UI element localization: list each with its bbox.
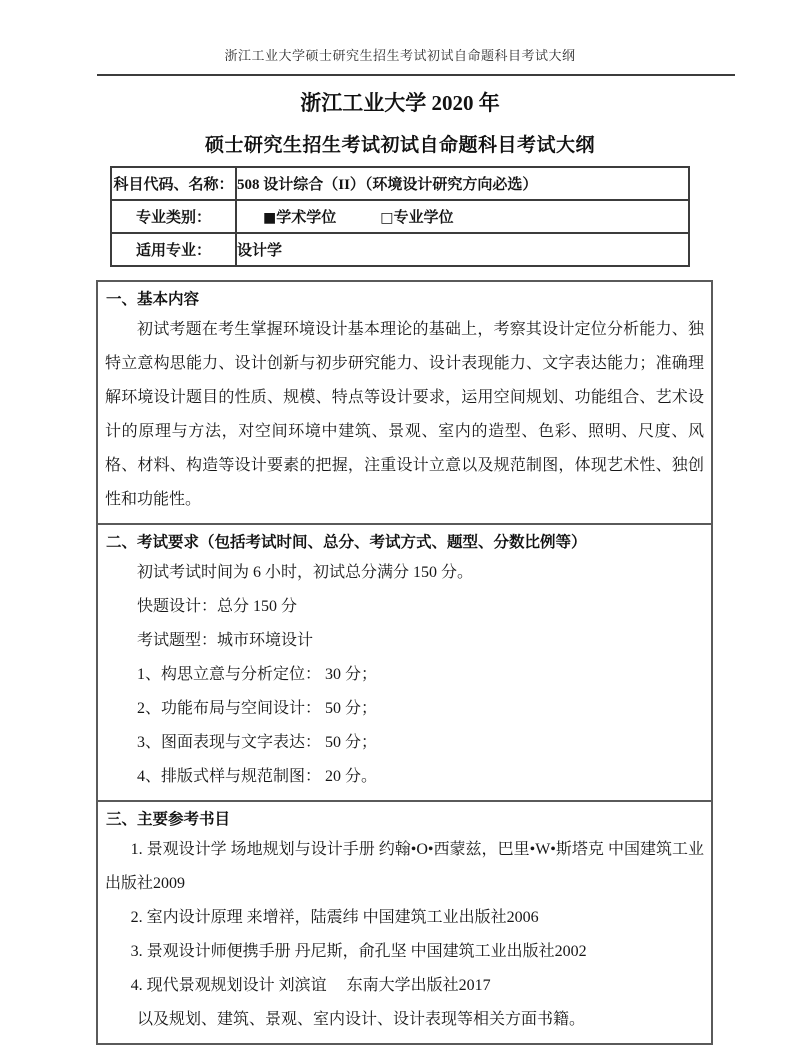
content-box	[96, 280, 713, 1045]
professional-degree-label: 专业学位	[393, 210, 454, 226]
applicable-major-label: 适用专业：	[111, 233, 236, 266]
reference-item-1: 1. 景观设计学 场地规划与设计手册 约翰•O•西蒙兹，巴里•W•斯塔克 中国建筑工业出版社2009	[105, 841, 704, 892]
subject-info-table	[110, 166, 690, 267]
table-row-category	[111, 200, 689, 233]
reference-item-2: 2. 室内设计原理 来增祥，陆震纬 中国建筑工业出版社2006	[130, 909, 539, 926]
exam-line-type: 考试题型：城市环境设计	[137, 632, 314, 649]
category-label: 专业类别：	[111, 200, 236, 233]
table-row-applicable-major	[111, 233, 689, 266]
unchecked-checkbox-icon: □	[380, 210, 394, 226]
exam-line-duration: 初试考试时间为 6 小时，初试总分满分 150 分。	[137, 564, 474, 581]
applicable-major-value: 设计学	[236, 233, 689, 266]
table-row-subject-code	[111, 167, 689, 200]
section-references-heading: 三、主要参考书目	[106, 811, 231, 828]
running-header-text: 浙江工业大学硕士研究生招生考试初试自命题科目考试大纲	[224, 48, 576, 63]
professional-degree-option	[336, 210, 453, 226]
reference-item-4: 4. 现代景观规划设计 刘滨谊 东南大学出版社2017	[130, 977, 491, 994]
section-basic-content	[98, 282, 711, 523]
header-rule	[97, 74, 735, 76]
section-exam-heading: 二、考试要求（包括考试时间、总分、考试方式、题型、分数比例等）	[106, 534, 587, 551]
exam-line-sketch: 快题设计：总分 150 分	[137, 598, 298, 615]
exam-score-item-1: 1、构思立意与分析定位： 30 分；	[137, 666, 378, 683]
section-references	[98, 800, 711, 1043]
document-title-line2: 硕士研究生招生考试初试自命题科目考试大纲	[204, 135, 595, 156]
section-exam-requirements	[98, 523, 711, 800]
academic-degree-option	[237, 210, 336, 226]
category-value	[236, 200, 689, 233]
exam-score-item-3: 3、图面表现与文字表达： 50 分；	[137, 734, 378, 751]
academic-degree-label: 学术学位	[276, 210, 337, 226]
reference-note: 以及规划、建筑、景观、室内设计、设计表现等相关方面书籍。	[137, 1011, 586, 1028]
section-basic-paragraph: 初试考题在考生掌握环境设计基本理论的基础上，考察其设计定位分析能力、独特立意构思能力、设计创新与初步研究能力、设计表现能力、文字表达能力；准确理解环境设计题目的性质、规模、特点等设计要求，运用空间规划、功能组合、艺术设计的原理与方法，对空间环境中建筑、景观、室内的造型、色彩、照明、尺度、风格、材料、构造等设计要素的把握，注重设计立意以及规范制图，体现艺术性、独创性和功能性。	[105, 321, 704, 508]
exam-score-item-4: 4、排版式样与规范制图： 20 分。	[137, 768, 378, 785]
subject-code-label: 科目代码、名称：	[111, 167, 236, 200]
section-basic-heading: 一、基本内容	[106, 291, 200, 308]
subject-code-value: 508 设计综合（II）（环境设计研究方向必选）	[236, 167, 689, 200]
exam-score-item-2: 2、功能布局与空间设计： 50 分；	[137, 700, 378, 717]
checked-checkbox-icon: ■	[263, 210, 277, 226]
document-title-line1: 浙江工业大学 2020 年	[300, 91, 500, 115]
reference-item-3: 3. 景观设计师便携手册 丹尼斯，俞孔坚 中国建筑工业出版社2002	[130, 943, 587, 960]
